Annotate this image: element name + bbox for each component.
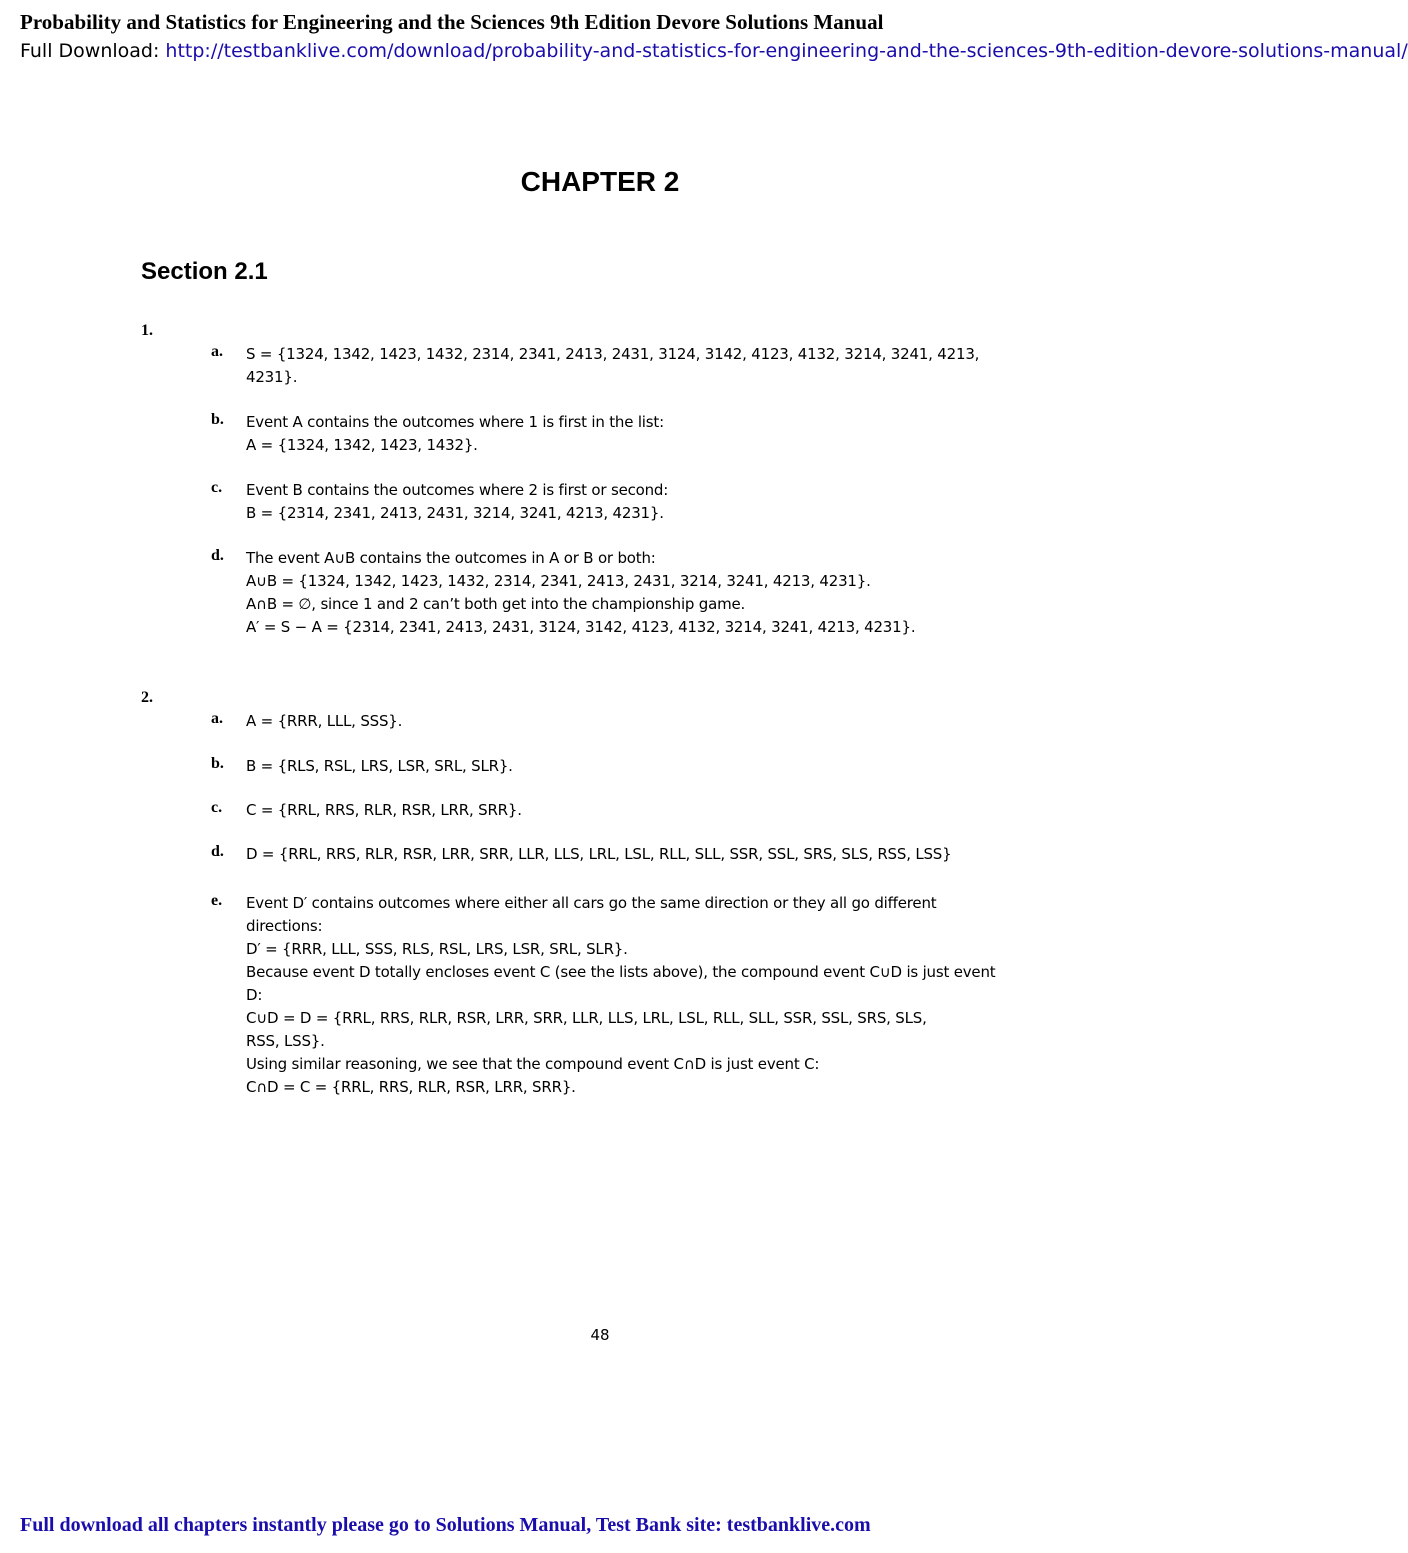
problem-number: 2. — [141, 689, 153, 706]
problem-part — [211, 479, 1061, 525]
part-content — [246, 843, 1061, 866]
text-line: C∩D = C = {RRL, RRS, RLR, RSR, LRR, SRR}. — [246, 1078, 576, 1096]
footer-link[interactable]: Full download all chapters instantly please go to Solutions Manual, Test Bank site: testbanklive.com — [20, 1514, 871, 1536]
text-line: B = {RLS, RSL, LRS, LSR, SRL, SLR}. — [246, 757, 513, 775]
text-line: Event A contains the outcomes where 1 is first in the list: — [246, 413, 664, 431]
part-content — [246, 343, 1061, 389]
part-label: b. — [211, 411, 224, 428]
part-label: c. — [211, 799, 223, 816]
text-line: Using similar reasoning, we see that the compound event C∩D is just event C: — [246, 1055, 820, 1073]
text-line: Event D′ contains outcomes where either all cars go the same direction or they all go different — [246, 894, 937, 912]
text-line: A = {RRR, LLL, SSS}. — [246, 712, 403, 730]
part-label: c. — [211, 479, 223, 496]
text-line: RSS, LSS}. — [246, 1032, 325, 1050]
text-line: directions: — [246, 917, 323, 935]
page-number: 48 — [590, 1326, 610, 1344]
problem-part — [211, 892, 1061, 1099]
text-line: D: — [246, 986, 263, 1004]
text-line: The event A∪B contains the outcomes in A or B or both: — [246, 549, 656, 567]
document-title: Probability and Statistics for Engineering and the Sciences 9th Edition Devore Solutions Manual — [20, 10, 884, 34]
text-line: D′ = {RRR, LLL, SSS, RLS, RSL, LRS, LSR, SRL, SLR}. — [246, 940, 628, 958]
part-label: a. — [211, 710, 223, 727]
part-content — [246, 892, 1061, 1099]
problem-part — [211, 799, 1061, 822]
problem-part — [211, 710, 1061, 733]
text-line: D = {RRL, RRS, RLR, RSR, LRR, SRR, LLR, LLS, LRL, LSL, RLL, SLL, SSR, SSL, SRS, SLS, RSS, LSS} — [246, 845, 952, 863]
download-label: Full Download: — [20, 40, 166, 62]
text-line: A = {1324, 1342, 1423, 1432}. — [246, 436, 478, 454]
text-line: A∩B = ∅, since 1 and 2 can’t both get into the championship game. — [246, 595, 746, 613]
part-label: e. — [211, 892, 223, 909]
problem-part — [211, 843, 1061, 866]
part-content — [246, 799, 1061, 822]
text-line: Event B contains the outcomes where 2 is first or second: — [246, 481, 669, 499]
problem-part — [211, 411, 1061, 457]
chapter-title: CHAPTER 2 — [520, 166, 680, 197]
part-label: d. — [211, 547, 224, 564]
text-line: A∪B = {1324, 1342, 1423, 1432, 2314, 2341, 2413, 2431, 3214, 3241, 4213, 4231}. — [246, 572, 871, 590]
part-content — [246, 755, 1061, 778]
text-line: B = {2314, 2341, 2413, 2431, 3214, 3241, 4213, 4231}. — [246, 504, 664, 522]
text-line: A′ = S − A = {2314, 2341, 2413, 2431, 3124, 3142, 4123, 4132, 3214, 3241, 4213, 4231}. — [246, 618, 916, 636]
problem-part — [211, 755, 1061, 778]
problem-part — [211, 547, 1061, 639]
text-line: Because event D totally encloses event C (see the lists above), the compound event C∪D is just event — [246, 963, 996, 981]
part-content — [246, 547, 1061, 639]
problem-part — [211, 343, 1061, 389]
download-line — [20, 40, 1408, 62]
part-label: d. — [211, 843, 224, 860]
part-label: a. — [211, 343, 223, 360]
part-label: b. — [211, 755, 224, 772]
part-content — [246, 479, 1061, 525]
text-line: C = {RRL, RRS, RLR, RSR, LRR, SRR}. — [246, 801, 522, 819]
problem-number: 1. — [141, 322, 153, 339]
text-line: 4231}. — [246, 368, 298, 386]
text-line: C∪D = D = {RRL, RRS, RLR, RSR, LRR, SRR, LLR, LLS, LRL, LSL, RLL, SLL, SSR, SSL, SRS, SLS, — [246, 1009, 927, 1027]
text-line: S = {1324, 1342, 1423, 1432, 2314, 2341, 2413, 2431, 3124, 3142, 4123, 4132, 3214, 3241, 4213, — [246, 345, 980, 363]
part-content — [246, 411, 1061, 457]
section-title: Section 2.1 — [141, 258, 268, 285]
part-content — [246, 710, 1061, 733]
download-link[interactable]: http://testbanklive.com/download/probability-and-statistics-for-engineering-and-the-sciences-9th-edition-devore-solutions-manual/ — [165, 40, 1408, 62]
